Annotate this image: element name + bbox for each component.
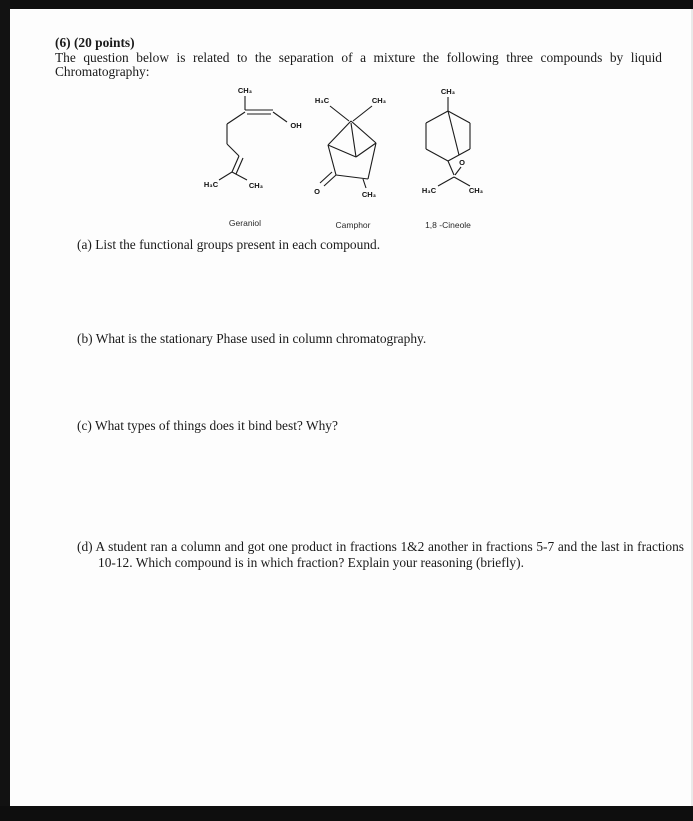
compound-label-camphor: Camphor <box>335 220 371 230</box>
intro-text-line1: The question below is related to the separation of a mixture the following three compounds by liquid <box>55 50 662 65</box>
cineole-ether-bond <box>455 167 461 175</box>
cineole-bonds <box>426 97 470 186</box>
intro-text-line2: Chromatography: <box>55 64 150 79</box>
compound-label-geraniol: Geraniol <box>228 218 262 228</box>
cineole-bottom-right-methyl-label: CH₃ <box>468 186 484 195</box>
geraniol-bonds <box>219 96 287 180</box>
question-part-a: (a) List the functional groups present in each compound. <box>77 237 381 252</box>
scan-edge-top <box>0 0 693 9</box>
cineole-structure <box>412 85 497 212</box>
camphor-ketone-bonds <box>320 172 336 186</box>
camphor-structure <box>308 93 403 210</box>
question-part-c: (c) What types of things does it bind best? Why? <box>77 418 338 433</box>
geraniol-hydroxyl-label: OH <box>290 121 302 130</box>
camphor-ring-methyl-label: CH₃ <box>361 190 377 199</box>
geraniol-top-methyl-label: CH₃ <box>237 86 253 95</box>
compound-label-cineole: 1,8 -Cineole <box>425 220 471 230</box>
cineole-bottom-left-methyl-label: H₃C <box>421 186 437 195</box>
question-part-d: (d) A student ran a column and got one product in fractions 1&2 another in fractions 5-7 and the last in fractions 10-12. Which compound is in which fraction? Explain your reasoning (briefly). <box>77 539 684 571</box>
geraniol-bottom-left-methyl-label: H₃C <box>203 180 219 189</box>
camphor-oxygen-label: O <box>314 187 320 196</box>
geraniol-bottom-right-methyl-label: CH₃ <box>248 181 264 190</box>
question-header: (6) (20 points) <box>55 35 135 50</box>
scan-edge-bottom <box>0 806 693 821</box>
cineole-top-methyl-label: CH₃ <box>440 87 456 96</box>
question-part-b: (b) What is the stationary Phase used in column chromatography. <box>77 331 427 346</box>
cineole-oxygen-label: O <box>459 158 465 167</box>
camphor-top-right-methyl-label: CH₃ <box>371 96 387 105</box>
scan-edge-left <box>0 0 10 821</box>
geraniol-structure <box>195 83 310 216</box>
camphor-top-left-methyl-label: H₃C <box>314 96 330 105</box>
